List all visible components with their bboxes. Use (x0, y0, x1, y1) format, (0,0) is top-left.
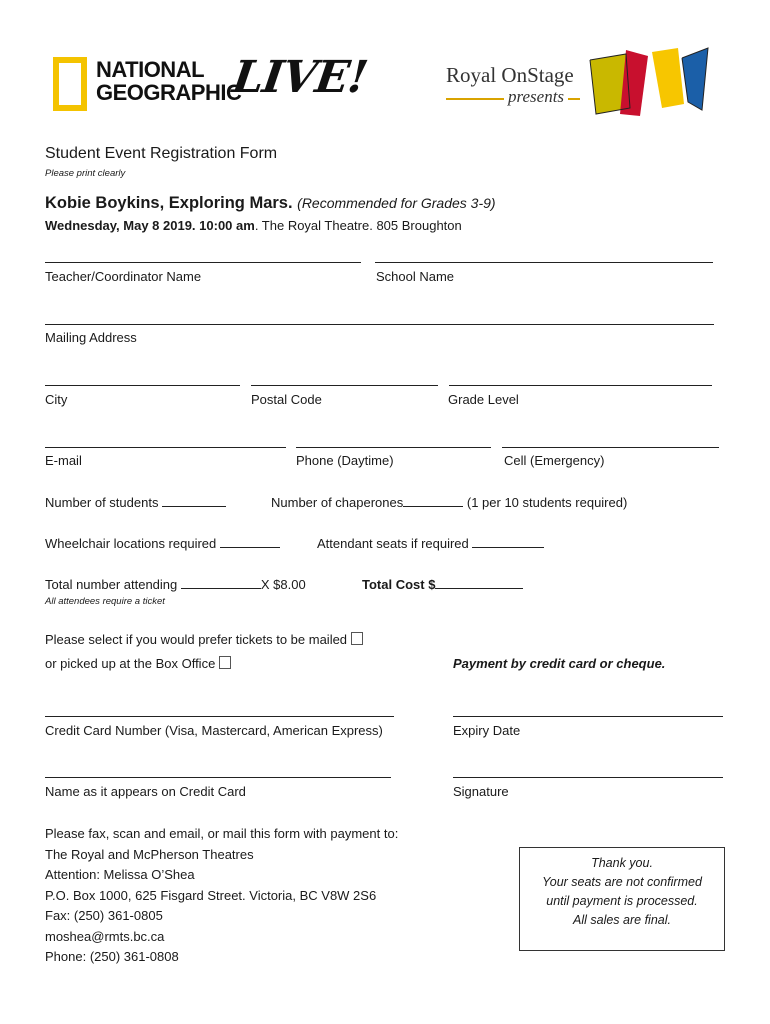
payment-method-note: Payment by credit card or cheque. (453, 656, 666, 671)
event-recommendation: (Recommended for Grades 3-9) (297, 195, 496, 211)
city-label: City (45, 392, 68, 407)
contact-fax: Fax: (250) 361-0805 (45, 908, 163, 923)
number-of-chaperones-input[interactable] (403, 494, 463, 507)
tickets-pickup-option (45, 656, 231, 671)
email-label: E-mail (45, 453, 82, 468)
email-line[interactable] (45, 447, 286, 448)
postal-code-label: Postal Code (251, 392, 322, 407)
contact-instructions: Please fax, scan and email, or mail this form with payment to: (45, 826, 399, 841)
tickets-mailed-checkbox[interactable] (351, 632, 363, 645)
ng-logo-line1: NATIONAL (96, 57, 205, 82)
tickets-pickup-label: or picked up at the Box Office (45, 656, 216, 671)
note-not-confirmed: Your seats are not confirmed (542, 875, 702, 889)
tickets-mailed-label: Please select if you would prefer tickets to be mailed (45, 632, 348, 647)
cardholder-name-line[interactable] (45, 777, 391, 778)
number-of-students-input[interactable] (162, 494, 226, 507)
live-logo: LIVE! (229, 52, 371, 103)
ticket-requirement-note: All attendees require a ticket (45, 596, 165, 607)
wheelchair-field (45, 535, 280, 551)
contact-organization: The Royal and McPherson Theatres (45, 846, 254, 862)
note-thanks: Thank you. (591, 856, 653, 870)
logo-rule-left (446, 98, 504, 100)
attendant-seats-field (317, 535, 544, 551)
banner-gold-icon (652, 48, 684, 108)
teacher-name-label: Teacher/Coordinator Name (45, 269, 202, 284)
expiry-date-line[interactable] (453, 716, 723, 717)
contact-phone: Phone: (250) 361-0808 (45, 949, 179, 964)
signature-line[interactable] (453, 777, 723, 778)
number-of-students-label: Number of students (45, 495, 159, 510)
signature-label: Signature (453, 784, 509, 799)
attendant-seats-label: Attendant seats if required (317, 536, 469, 551)
ng-logo-line2: GEOGRAPHIC (96, 80, 242, 105)
royal-onstage-banners-icon (586, 46, 716, 120)
event-details (45, 218, 462, 233)
event-title: Kobie Boykins, Exploring Mars. (45, 194, 293, 212)
phone-daytime-line[interactable] (296, 447, 491, 448)
expiry-date-label: Expiry Date (453, 723, 521, 738)
wheelchair-input[interactable] (220, 535, 280, 548)
total-cost-label: Total Cost $ (362, 577, 436, 592)
royal-onstage-logo: Royal OnStage (446, 63, 574, 87)
credit-card-number-line[interactable] (45, 716, 394, 717)
event-venue: . The Royal Theatre. 805 Broughton (254, 218, 462, 233)
number-of-students-field (45, 494, 226, 510)
attendant-seats-input[interactable] (472, 535, 544, 548)
cardholder-name-label: Name as it appears on Credit Card (45, 784, 246, 799)
wheelchair-label: Wheelchair locations required (45, 536, 217, 551)
phone-daytime-label: Phone (Daytime) (296, 453, 394, 468)
event-date: Wednesday, May 8 2019. 10:00 am (45, 218, 255, 233)
number-of-chaperones-field (271, 494, 627, 510)
number-of-chaperones-label: Number of chaperones (271, 495, 404, 510)
royal-onstage-presents: presents (508, 87, 565, 106)
note-until-payment: until payment is processed. (546, 894, 698, 908)
total-cost-field (362, 576, 523, 592)
tickets-mailed-option (45, 632, 363, 647)
form-subtitle: Please print clearly (45, 168, 126, 179)
school-name-label: School Name (376, 269, 455, 284)
total-attending-input[interactable] (181, 576, 261, 589)
national-geographic-logo (96, 58, 241, 104)
national-geographic-logo-frame (53, 57, 87, 111)
total-cost-input[interactable] (435, 576, 523, 589)
form-title: Student Event Registration Form (45, 145, 278, 162)
credit-card-number-label: Credit Card Number (Visa, Mastercard, American Express) (45, 723, 383, 738)
tickets-pickup-checkbox[interactable] (219, 656, 231, 669)
mailing-address-line[interactable] (45, 324, 714, 325)
banner-blue-icon (682, 48, 708, 110)
grade-level-label: Grade Level (448, 392, 519, 407)
mailing-address-label: Mailing Address (45, 330, 137, 345)
contact-block (45, 824, 398, 968)
note-sales-final: All sales are final. (573, 913, 671, 927)
postal-code-line[interactable] (251, 385, 438, 386)
school-name-line[interactable] (375, 262, 713, 263)
chaperone-ratio-note: (1 per 10 students required) (466, 495, 628, 510)
logo-rule-right (568, 98, 580, 100)
thank-you-note (519, 847, 725, 951)
total-attending-field (45, 576, 306, 592)
cell-emergency-line[interactable] (502, 447, 719, 448)
total-attending-label: Total number attending (45, 577, 178, 592)
contact-email: moshea@rmts.bc.ca (45, 928, 165, 944)
contact-attention: Attention: Melissa O’Shea (45, 867, 195, 882)
event-heading (45, 194, 496, 213)
ticket-price: X $8.00 (260, 577, 306, 592)
teacher-name-line[interactable] (45, 262, 361, 263)
grade-level-line[interactable] (449, 385, 712, 386)
city-line[interactable] (45, 385, 240, 386)
contact-address: P.O. Box 1000, 625 Fisgard Street. Victoria, BC V8W 2S6 (45, 887, 377, 903)
cell-emergency-label: Cell (Emergency) (504, 453, 605, 468)
